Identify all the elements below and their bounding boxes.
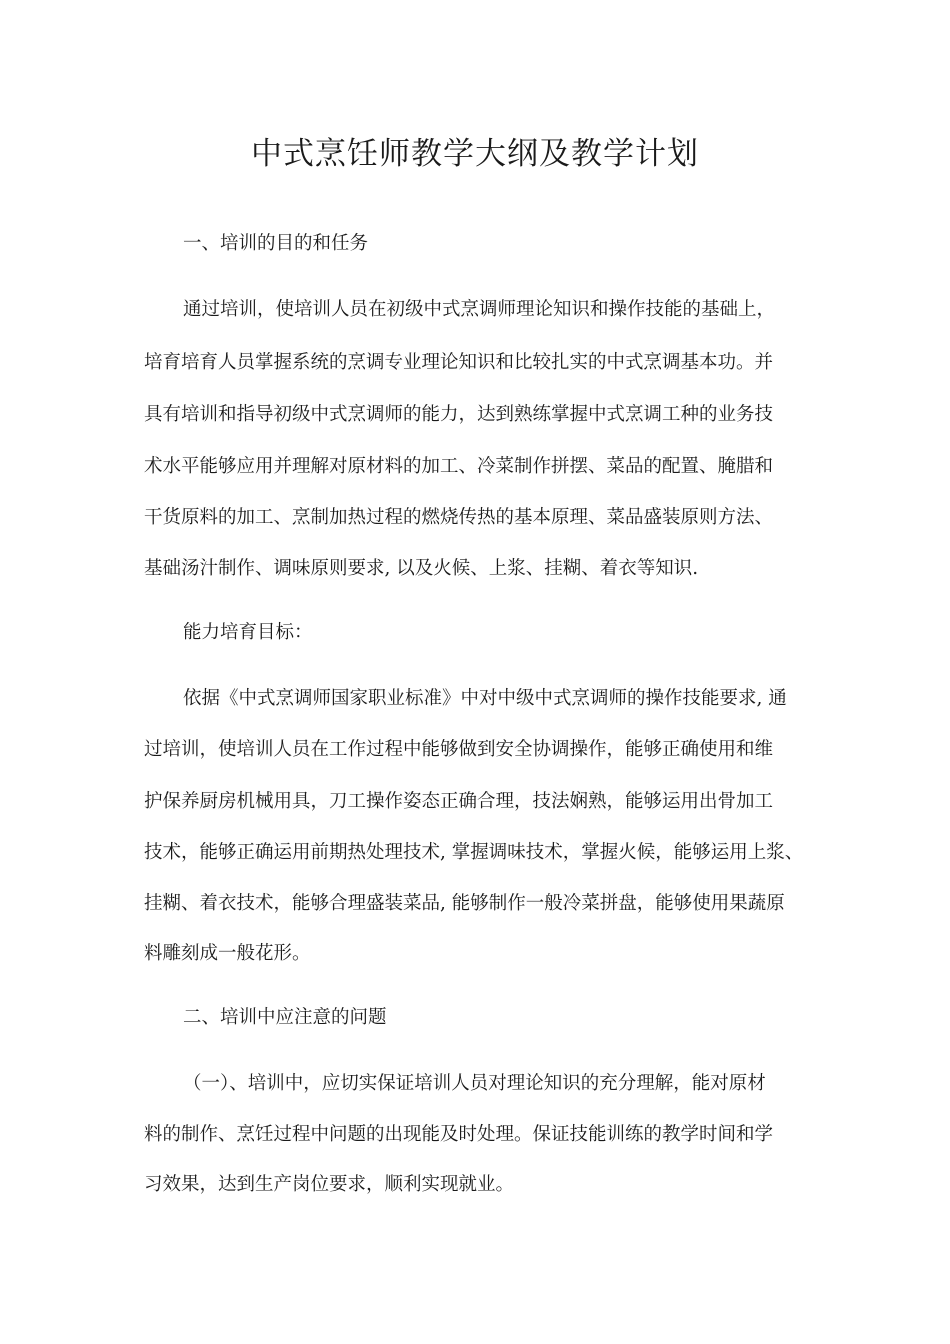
paragraph-line: 依据《中式烹调师国家职业标准》中对中级中式烹调师的操作技能要求, 通 — [183, 688, 787, 709]
paragraph-line: 挂糊、着衣技术，能够合理盛装菜品, 能够制作一般冷菜拼盘，能够使用果蔬原 — [144, 893, 785, 914]
paragraph-line: 具有培训和指导初级中式烹调师的能力，达到熟练掌握中式烹调工种的业务技 — [144, 404, 774, 425]
paragraph-line: 通过培训，使培训人员在初级中式烹调师理论知识和操作技能的基础上， — [183, 299, 776, 320]
subheading-ability-goal: 能力培育目标： — [183, 622, 313, 643]
section-heading-training-issues: 二、培训中应注意的问题 — [183, 1007, 387, 1028]
paragraph-line: 技术，能够正确运用前期热处理技术, 掌握调味技术，掌握火候，能够运用上浆、 — [144, 842, 804, 863]
paragraph-line: 术水平能够应用并理解对原材料的加工、冷菜制作拼摆、菜品的配置、腌腊和 — [144, 456, 774, 477]
paragraph-line: 基础汤汁制作、调味原则要求, 以及火候、上浆、挂糊、着衣等知识. — [144, 558, 699, 579]
document-title: 中式烹饪师教学大纲及教学计划 — [251, 136, 699, 172]
paragraph-line: （一）、培训中，应切实保证培训人员对理论知识的充分理解，能对原材 — [183, 1073, 766, 1094]
paragraph-line: 培育培育人员掌握系统的烹调专业理论知识和比较扎实的中式烹调基本功。并 — [144, 352, 774, 373]
paragraph-line: 护保养厨房机械用具，刀工操作姿态正确合理，技法娴熟，能够运用出骨加工 — [144, 791, 774, 812]
paragraph-line: 料的制作、烹饪过程中问题的出现能及时处理。保证技能训练的教学时间和学 — [144, 1124, 774, 1145]
paragraph-line: 干货原料的加工、烹制加热过程的燃烧传热的基本原理、菜品盛装原则方法、 — [144, 507, 774, 528]
paragraph-line: 过培训，使培训人员在工作过程中能够做到安全协调操作，能够正确使用和维 — [144, 739, 774, 760]
section-heading-training-purpose: 一、培训的目的和任务 — [183, 233, 369, 254]
paragraph-line: 习效果，达到生产岗位要求，顺利实现就业。 — [144, 1174, 515, 1195]
paragraph-line: 料雕刻成一般花形。 — [144, 943, 311, 964]
